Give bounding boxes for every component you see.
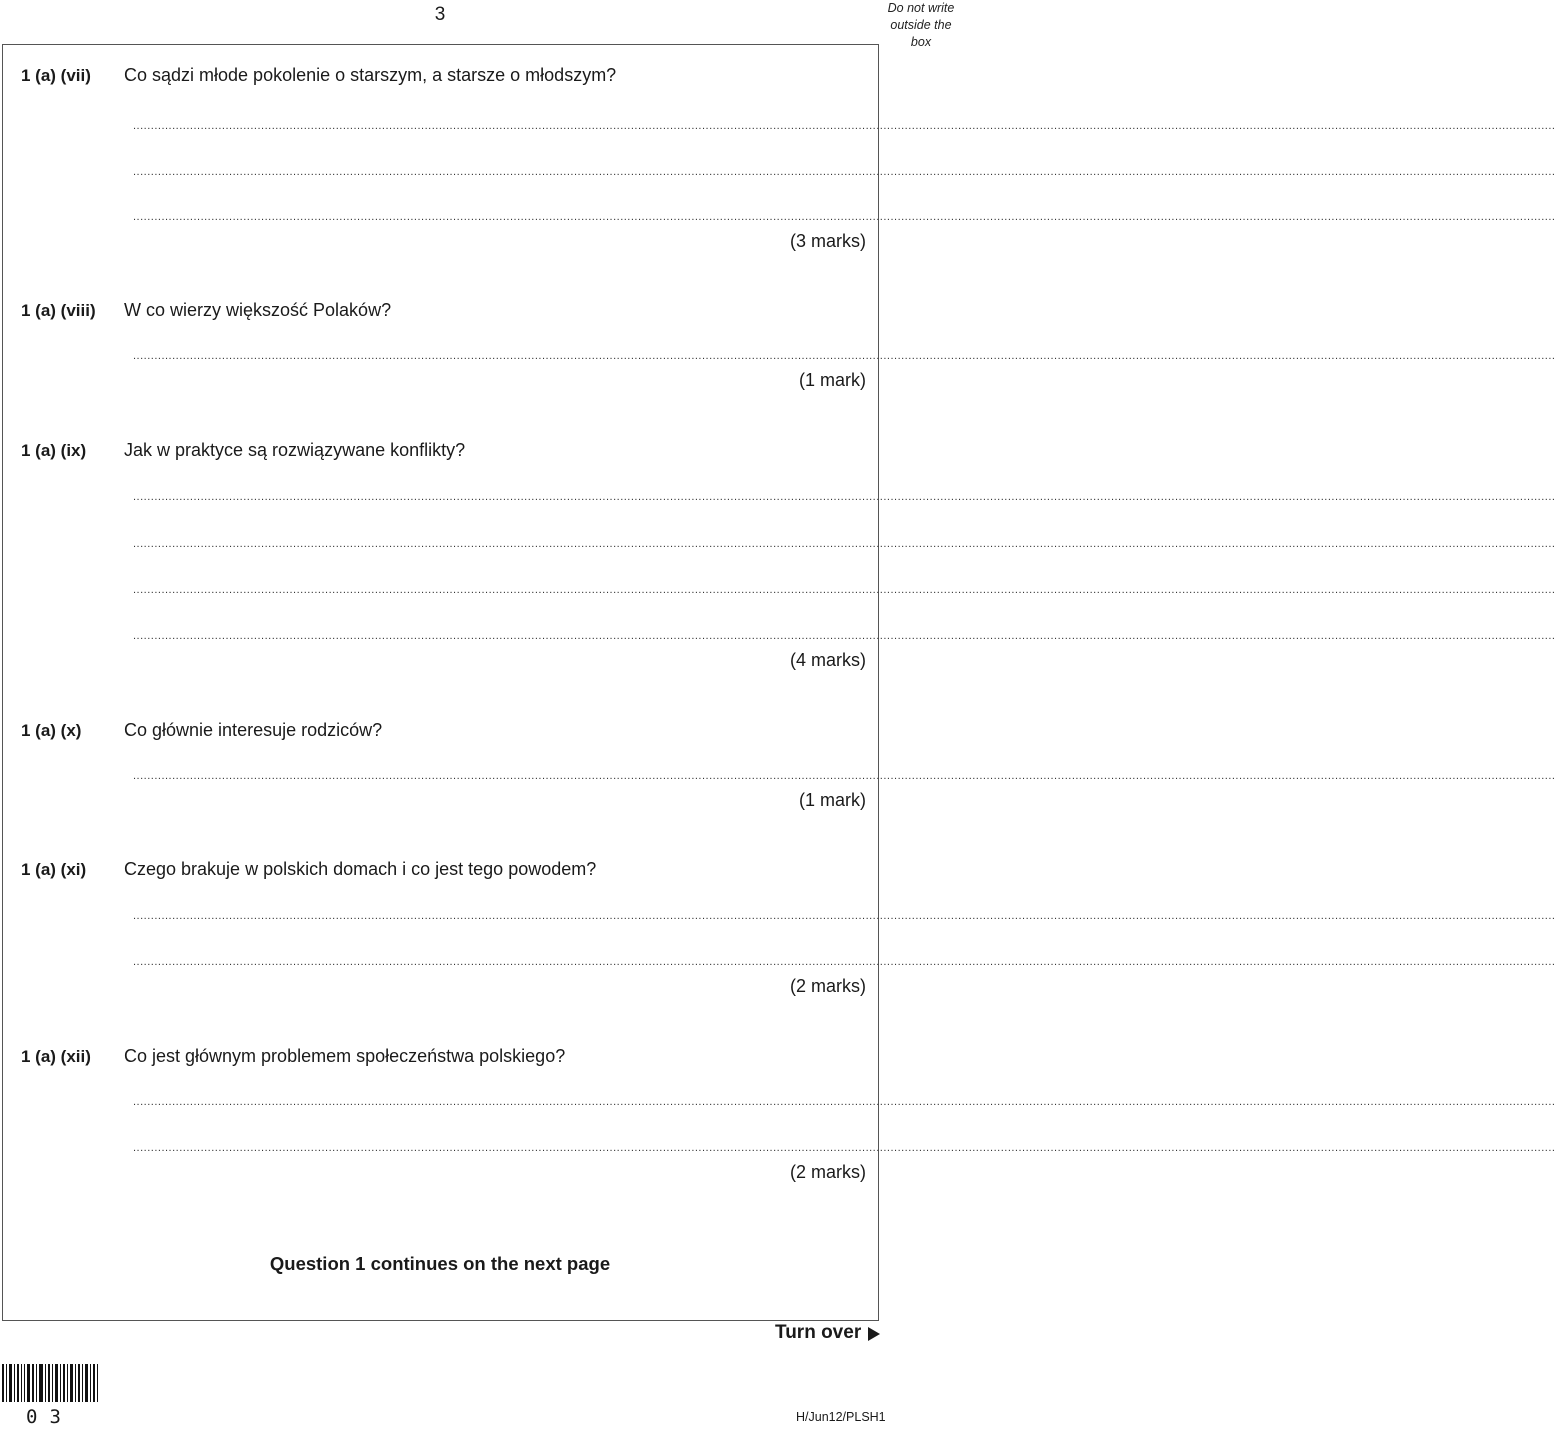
question-number: 1 (a) (vii) bbox=[21, 66, 91, 85]
answer-line[interactable]: ................................................................................................................................................................................................................................................................................................................................................................................................................ bbox=[133, 538, 1555, 550]
question-number: 1 (a) (viii) bbox=[21, 301, 96, 320]
margin-note-line: outside the bbox=[890, 18, 952, 32]
answer-box-frame bbox=[2, 44, 1555, 1321]
answer-line[interactable]: ................................................................................................................................................................................................................................................................................................................................................................................................................ bbox=[133, 770, 1555, 782]
answer-line[interactable]: ................................................................................................................................................................................................................................................................................................................................................................................................................ bbox=[133, 120, 1555, 132]
answer-line[interactable]: ................................................................................................................................................................................................................................................................................................................................................................................................................ bbox=[133, 584, 1555, 596]
page-number: 3 bbox=[434, 4, 446, 25]
answer-line[interactable]: ................................................................................................................................................................................................................................................................................................................................................................................................................ bbox=[133, 1096, 1555, 1108]
answer-line[interactable]: ................................................................................................................................................................................................................................................................................................................................................................................................................ bbox=[133, 166, 1555, 178]
question-text: Jak w praktyce są rozwiązywane konflikty? bbox=[124, 440, 466, 460]
question-text: Co głównie interesuje rodziców? bbox=[124, 720, 383, 740]
answer-line[interactable]: ................................................................................................................................................................................................................................................................................................................................................................................................................ bbox=[133, 630, 1555, 642]
marks-label: (2 marks) bbox=[790, 1162, 866, 1182]
question-number: 1 (a) (x) bbox=[21, 721, 82, 740]
turn-over-label: Turn over bbox=[775, 1322, 862, 1343]
marks-label: (3 marks) bbox=[790, 231, 866, 251]
question-text: Co sądzi młode pokolenie o starszym, a starsze o młodszym? bbox=[124, 65, 617, 85]
question-number: 1 (a) (ix) bbox=[21, 441, 87, 460]
margin-note bbox=[882, 0, 960, 51]
answer-line[interactable]: ................................................................................................................................................................................................................................................................................................................................................................................................................ bbox=[133, 1142, 1555, 1154]
continues-note: Question 1 continues on the next page bbox=[269, 1253, 611, 1274]
question-text: Czego brakuje w polskich domach i co jest tego powodem? bbox=[124, 859, 597, 879]
answer-line[interactable]: ................................................................................................................................................................................................................................................................................................................................................................................................................ bbox=[133, 211, 1555, 223]
question-number: 1 (a) (xi) bbox=[21, 860, 87, 879]
answer-line[interactable]: ................................................................................................................................................................................................................................................................................................................................................................................................................ bbox=[133, 491, 1555, 503]
answer-line[interactable]: ................................................................................................................................................................................................................................................................................................................................................................................................................ bbox=[133, 910, 1555, 922]
marks-label: (4 marks) bbox=[790, 650, 866, 670]
answer-line[interactable]: ................................................................................................................................................................................................................................................................................................................................................................................................................ bbox=[133, 956, 1555, 968]
answer-line[interactable]: ................................................................................................................................................................................................................................................................................................................................................................................................................ bbox=[133, 350, 1555, 362]
question-number: 1 (a) (xii) bbox=[21, 1047, 91, 1066]
play-arrow-icon bbox=[868, 1327, 880, 1341]
question-text: W co wierzy większość Polaków? bbox=[124, 300, 392, 320]
marks-label: (2 marks) bbox=[790, 976, 866, 996]
marks-label: (1 mark) bbox=[799, 370, 866, 390]
barcode-icon bbox=[2, 1364, 98, 1402]
barcode-digits: 03 bbox=[26, 1406, 73, 1428]
marks-label: (1 mark) bbox=[799, 790, 866, 810]
paper-reference: H/Jun12/PLSH1 bbox=[796, 1410, 886, 1424]
margin-note-line: box bbox=[910, 35, 932, 49]
margin-note-line: Do not write bbox=[887, 1, 955, 15]
question-text: Co jest głównym problemem społeczeństwa polskiego? bbox=[124, 1046, 566, 1066]
